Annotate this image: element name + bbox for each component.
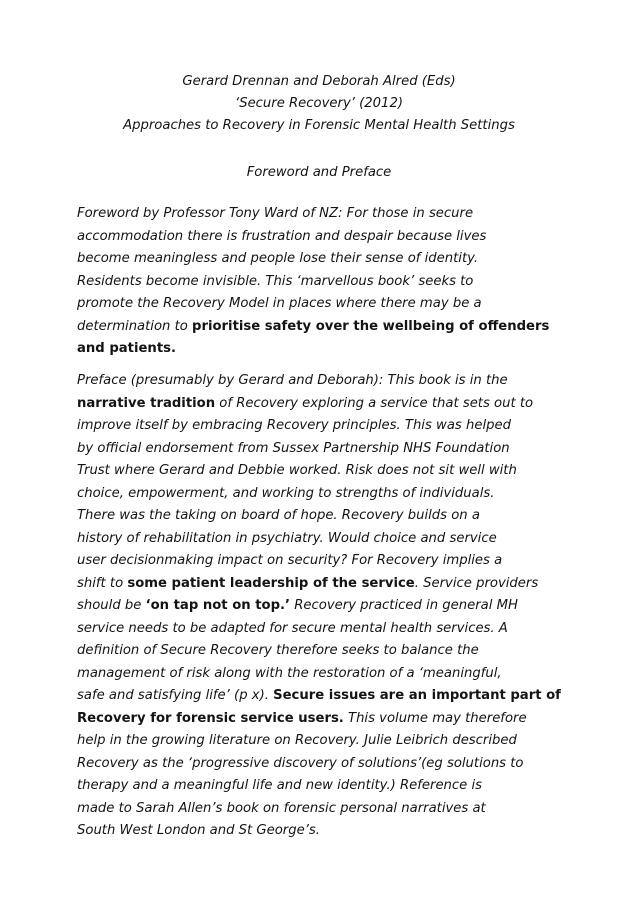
text-span: determination to	[77, 318, 193, 334]
text-line: Trust where Gerard and Debbie worked. Risk does not sit well with	[77, 463, 517, 478]
text-span: safe and satisfying life’ (p x).	[77, 688, 274, 703]
authors-line: Gerard Drennan and Deborah Alred (Eds)	[182, 74, 456, 89]
section-title: Foreword and Preface	[246, 165, 392, 180]
text-line: promote the Recovery Model in places where there may be a	[77, 296, 482, 311]
text-span: should be	[77, 598, 146, 613]
text-line: therapy and a meaningful life and new identity.) Reference is	[77, 778, 482, 793]
text-line: made to Sarah Allen’s book on forensic personal narratives at	[77, 800, 486, 816]
text-line: user decisionmaking impact on security? For Recovery implies a	[77, 553, 503, 568]
bold-emphasis: Recovery for forensic service users.	[77, 710, 344, 726]
text-line: service needs to be adapted for secure mental health services. A	[77, 620, 508, 636]
text-line: help in the growing literature on Recovery. Julie Leibrich described	[77, 733, 517, 748]
bold-emphasis: Secure issues are an important part of	[273, 688, 561, 703]
text-line: accommodation there is frustration and despair because lives	[77, 228, 487, 244]
text-line	[77, 316, 567, 339]
text-line: improve itself by embracing Recovery principles. This was helped	[77, 418, 511, 433]
text-line: There was the taking on board of hope. Recovery builds on a	[77, 508, 480, 523]
text-line: definition of Secure Recovery therefore seeks to balance the	[77, 643, 479, 658]
bold-emphasis: some patient leadership of the service	[127, 575, 415, 591]
text-line: Recovery as the ‘progressive discovery of solutions’(eg solutions to	[77, 755, 524, 771]
bold-emphasis: narrative tradition	[77, 395, 216, 411]
text-span: This volume may therefore	[343, 710, 527, 726]
preface-paragraph	[77, 370, 567, 843]
text-line: by official endorsement from Sussex Partnership NHS Foundation	[77, 440, 510, 456]
book-title: ‘Secure Recovery’ (2012)	[235, 96, 403, 111]
text-line	[77, 708, 567, 731]
text-span: . Service providers	[414, 575, 539, 591]
text-line	[77, 685, 567, 708]
text-line: Preface (presumably by Gerard and Deborah): This book is in the	[77, 373, 508, 388]
text-line: management of risk along with the restoration of a ‘meaningful,	[77, 665, 502, 681]
document-header	[0, 71, 638, 137]
text-line: choice, empowerment, and working to strengths of individuals.	[77, 485, 495, 501]
bold-emphasis: ‘on tap not on top.’	[145, 598, 291, 613]
book-subtitle: Approaches to Recovery in Forensic Mental Health Settings	[123, 118, 515, 133]
text-line: become meaningless and people lose their sense of identity.	[77, 251, 479, 266]
text-line: South West London and St George’s.	[77, 823, 320, 838]
text-line: history of rehabilitation in psychiatry. Would choice and service	[77, 530, 497, 546]
text-line	[77, 573, 567, 596]
bold-emphasis: and patients.	[77, 341, 176, 356]
text-span: Recovery practiced in general MH	[290, 598, 518, 613]
bold-emphasis: prioritise safety over the wellbeing of offenders	[192, 318, 550, 334]
text-line: Residents become invisible. This ‘marvellous book’ seeks to	[77, 273, 474, 289]
text-line: Foreword by Professor Tony Ward of NZ: For those in secure	[77, 206, 474, 221]
text-span: shift to	[77, 575, 128, 591]
text-span: of Recovery exploring a service that sets out to	[215, 395, 534, 411]
text-line	[77, 595, 567, 618]
text-line	[77, 393, 567, 416]
foreword-paragraph	[77, 203, 567, 361]
text-line	[77, 338, 567, 361]
